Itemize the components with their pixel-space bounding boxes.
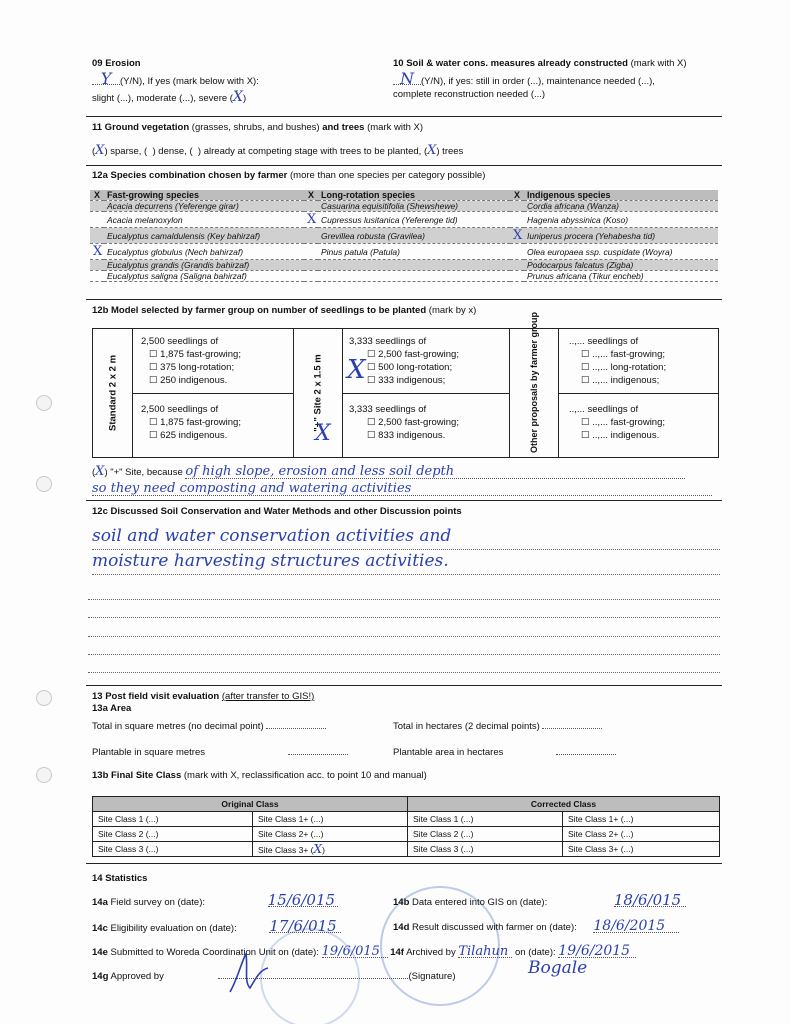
model-title: 12b Model selected by farmer group on number of seedlings to be planted (mark by x) <box>92 305 477 316</box>
final-site-class-title: 13b Final Site Class (mark with X, reclassification acc. to point 10 and manual) <box>92 770 427 781</box>
other-proposals-label-cell: Other proposals by farmer group <box>509 329 559 457</box>
discussion-line-1[interactable]: soil and water conservation activities and <box>92 526 720 550</box>
area-ha-field[interactable] <box>542 720 602 729</box>
trees-mark[interactable]: X <box>427 143 437 158</box>
punch-hole <box>36 690 52 706</box>
discussion-line-5[interactable] <box>88 636 720 637</box>
plus-option-a: 3,333 seedlings of ☐ 2,500 fast-growing; ☐ 500 long-rotation; ☐ 333 indigenous; <box>349 336 459 386</box>
sparse-mark[interactable]: X <box>95 143 105 158</box>
stat-14e-14f: 14e Submitted to Woreda Coordination Unit on (date): 19/6/015 14f Archived by Tilahun on (date): 19/6/2015 <box>92 946 732 958</box>
erosion-title: 09 Erosion <box>92 58 141 69</box>
discussion-title: 12c Discussed Soil Conservation and Water Methods and other Discussion points <box>92 506 462 517</box>
section-09-erosion <box>92 58 392 105</box>
soil-water-yn-field[interactable]: N <box>393 76 421 85</box>
punch-hole <box>36 395 52 411</box>
stat-14g: 14g Approved by (Signature) <box>92 971 456 982</box>
species-row: Acacia melanoxylon X Cupressus lusitanica (Yeferenge tid) Hagenia abyssinica (Koso) <box>90 212 718 228</box>
divider <box>86 500 722 501</box>
discussion-line-7[interactable] <box>88 672 720 673</box>
statistics-title: 14 Statistics <box>92 873 148 884</box>
approval-signature <box>220 948 280 998</box>
stat-14b: 14b Data entered into GIS on (date): 18/6/015 <box>393 894 723 908</box>
species-table <box>90 190 718 282</box>
area-ha-row: Total in hectares (2 decimal points) <box>393 720 723 732</box>
vegetation-options: (X) sparse, ( ) dense, ( ) already at competing stage with trees to be planted, (X) trees <box>92 143 464 158</box>
plus-option-b-mark[interactable]: X <box>315 421 331 446</box>
form-frame <box>80 48 728 998</box>
eligibility-date[interactable]: 17/6/015 <box>269 920 341 933</box>
discussion-line-6[interactable] <box>88 654 720 655</box>
divider <box>86 299 722 300</box>
archived-by-name[interactable]: Tilahun <box>458 946 512 958</box>
plantable-ha-field[interactable] <box>556 746 616 755</box>
plus-site-label-cell: "+" Site 2 x 1.5 m <box>293 329 343 457</box>
site-class-table <box>92 796 720 857</box>
erosion-yn-line: Y (Y/N), If yes (mark below with X): <box>92 76 392 87</box>
other-option-b: ..,... seedlings of ☐ ..,... fast-growing; ☐ ..,... indigenous. <box>569 404 666 441</box>
other-option-a: ..,... seedlings of ☐ ..,... fast-growing; ☐ ..,... long-rotation; ☐ ..,... indigenous; <box>569 336 667 386</box>
plus-option-b: 3,333 seedlings of ☐ 2,500 fast-growing; ☐ 833 indigenous. <box>349 404 459 441</box>
site-class-row: Site Class 3 (...) Site Class 3+ (X) Site Class 3 (...) Site Class 3+ (...) <box>93 842 720 857</box>
erosion-levels: slight (...), moderate (...), severe (X) <box>92 89 247 105</box>
site-class-row: Site Class 1 (...) Site Class 1+ (...) Site Class 1 (...) Site Class 1+ (...) <box>93 812 720 827</box>
divider <box>86 685 722 686</box>
site-class-row: Site Class 2 (...) Site Class 2+ (...) Site Class 2 (...) Site Class 2+ (...) <box>93 827 720 842</box>
discussed-date[interactable]: 18/6/2015 <box>593 920 679 933</box>
because-answer-line2[interactable]: so they need composting and watering activities <box>92 483 712 496</box>
stat-14a: 14a Field survey on (date): 15/6/015 <box>92 894 392 908</box>
standard-label-cell: Standard 2 x 2 m <box>93 329 133 457</box>
section-12c-discussion <box>92 506 720 517</box>
soil-water-line2: complete reconstruction needed (...) <box>393 89 546 100</box>
erosion-severe-mark[interactable]: X <box>232 89 243 105</box>
submitted-date[interactable]: 19/6/015 <box>322 946 388 958</box>
plus-option-a-mark[interactable]: X <box>347 355 366 385</box>
plantable-ha-row: Plantable area in hectares <box>393 746 723 758</box>
gis-entry-date[interactable]: 18/6/015 <box>614 894 686 907</box>
section-11-vegetation <box>92 122 720 158</box>
model-table <box>92 311 719 458</box>
archived-by-surname: Bogale <box>528 958 588 978</box>
erosion-yn-field[interactable]: Y <box>92 76 120 85</box>
species-row: X Eucalyptus globulus (Nech bahirzaf) Pinus patula (Patula) Olea europaea ssp. cuspidate (Woyra) <box>90 244 718 260</box>
original-class-header: Original Class <box>93 797 408 812</box>
area-sqm-row: Total in square metres (no decimal point) <box>92 720 422 732</box>
because-mark[interactable]: X <box>95 464 105 479</box>
punch-hole <box>36 767 52 783</box>
soil-water-yn-line: N (Y/N), if yes: still in order (...), maintenance needed (...), <box>393 76 723 87</box>
species-row: Eucalyptus grandis (Grandis bahirzaf) Podocarpus falcatus (Zigba) <box>90 260 718 271</box>
species-row: Eucalyptus camaldulensis (Key bahirzaf) Grevillea robusta (Gravilea) X Iuniperus procera (Yehabesha tid) <box>90 228 718 244</box>
standard-option-a: 2,500 seedlings of ☐ 1,875 fast-growing; ☐ 375 long-rotation; ☐ 250 indigenous. <box>141 336 241 386</box>
archived-date[interactable]: 19/6/2015 <box>558 946 636 958</box>
discussion-line-2[interactable]: moisture harvesting structures activities. <box>92 551 720 575</box>
divider <box>86 863 722 864</box>
because-answer-line1[interactable]: of high slope, erosion and less soil depth <box>185 466 685 479</box>
standard-option-b: 2,500 seedlings of ☐ 1,875 fast-growing; ☐ 625 indigenous. <box>141 404 241 441</box>
plantable-sqm-row: Plantable in square metres <box>92 746 422 758</box>
vegetation-title: 11 Ground vegetation (grasses, shrubs, and bushes) and trees (mark with X) <box>92 122 424 133</box>
species-header-row: X Fast-growing species X Long-rotation species X Indigenous species <box>90 190 718 201</box>
divider <box>86 116 722 117</box>
area-sqm-field[interactable] <box>266 720 326 729</box>
species-title: 12a Species combination chosen by farmer (more than one species per category possible) <box>92 170 486 181</box>
section-12b-model <box>92 305 720 316</box>
field-survey-date[interactable]: 15/6/015 <box>268 894 338 907</box>
species-row: Eucalyptus saligna (Saligna bahirzaf) Prunus africana (Tikur encheb) <box>90 271 718 282</box>
section-13-evaluation: 13 Post field visit evaluation (after transfer to GIS!) 13a Area <box>92 691 315 714</box>
section-10-soil-water <box>393 58 723 100</box>
species-row: Acacia decurrens (Yeferenge girar) Casuarina equisitifolia (Shewshewe) Cordia africana (Wanza) <box>90 201 718 212</box>
stat-14c: 14c Eligibility evaluation on (date): 17/6/015 <box>92 920 392 934</box>
discussion-line-3[interactable] <box>88 599 720 600</box>
soil-water-title: 10 Soil & water cons. measures already constructed (mark with X) <box>393 58 687 69</box>
plantable-sqm-field[interactable] <box>288 746 348 755</box>
site-class-3plus-mark[interactable]: X <box>313 842 323 856</box>
discussion-line-4[interactable] <box>88 617 720 618</box>
corrected-class-header: Corrected Class <box>408 797 720 812</box>
section-12a-species <box>92 170 720 181</box>
divider <box>86 165 722 166</box>
punch-hole <box>36 476 52 492</box>
stat-14d: 14d Result discussed with farmer on (date): 18/6/2015 <box>393 920 728 933</box>
plus-site-reason: (X) "+" Site, because of high slope, erosion and less soil depth so they need composting and watering activities <box>92 464 720 504</box>
